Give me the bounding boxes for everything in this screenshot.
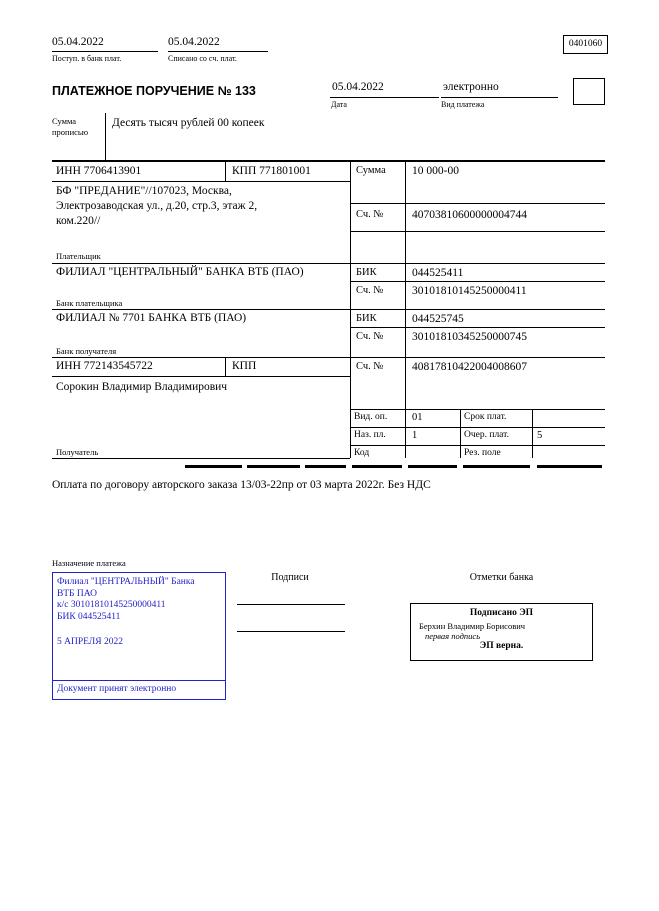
payer-account-value: 40703810600000004744 [412,209,527,221]
divider [52,357,605,358]
divider [52,309,605,310]
signature-strip [247,465,300,468]
ep-verified: ЭП верна. [479,641,524,651]
document-title: ПЛАТЕЖНОЕ ПОРУЧЕНИЕ № 133 [52,84,256,98]
bank-stamp-footer: Документ принят электронно [53,680,225,700]
amount-label: Сумма [356,165,386,176]
divider [350,409,605,410]
payee-account-label: Сч. № [356,361,384,372]
vid-op-value: 01 [412,412,423,423]
bank-stamp-date: 5 АПРЕЛЯ 2022 [57,637,123,647]
divider [52,181,350,182]
form-code-box: 0401060 [563,35,608,54]
naz-pl-value: 1 [412,430,418,441]
rez-pole-label: Рез. поле [464,448,501,458]
divider [350,203,605,204]
payer-bank-section-label: Банк плательщика [56,298,123,308]
amount-in-words-label: Сумма прописью [52,116,89,137]
divider [52,376,350,377]
divider [350,231,605,232]
payer-bank-name: ФИЛИАЛ "ЦЕНТРАЛЬНЫЙ" БАНКА ВТБ (ПАО) [56,266,304,278]
ep-signer-role: первая подпись [425,631,481,641]
divider [105,113,106,160]
payee-name: Сорокин Владимир Владимирович [56,381,228,393]
signature-strip [305,465,346,468]
srok-plat-label: Срок плат. [464,412,507,422]
vid-op-label: Вид. оп. [354,412,388,422]
ocher-plat-label: Очер. плат. [464,430,509,440]
payer-section-label: Плательщик [56,251,101,261]
amount-value: 10 000-00 [412,165,459,177]
document-date-field: 05.04.2022 [330,81,439,98]
payer-kpp: КПП 771801001 [232,165,311,177]
received-date-field: 05.04.2022 [52,36,158,52]
payee-section-label: Получатель [56,447,99,457]
signature-strip [408,465,457,468]
received-date-label: Поступ. в банк плат. [52,54,122,63]
payee-bank-bik-value: 044525745 [412,313,464,325]
signature-strip [352,465,402,468]
bank-stamp-line1: Филиал "ЦЕНТРАЛЬНЫЙ" Банка [57,577,195,587]
divider [350,281,605,282]
signatures-header: Подписи [271,572,309,583]
ep-title: Подписано ЭП [469,608,534,618]
divider [350,445,605,446]
signature-strip [463,465,530,468]
ep-signer-name: Берхин Владимир Борисович [419,621,526,631]
payee-bank-section-label: Банк получателя [56,346,117,356]
signature-line [237,604,345,605]
payment-type-label: Вид платежа [441,100,485,109]
signature-strip [537,465,602,468]
electronic-signature-box [410,603,593,661]
debited-date-label: Списано со сч. плат. [168,54,237,63]
bank-stamp-corr-account: к/с 30101810145250000411 [57,600,166,610]
bank-stamp-line2: ВТБ ПАО [57,588,97,599]
payment-type-field: электронно [441,81,558,98]
divider [52,263,605,264]
divider [225,162,226,181]
bank-stamp [52,572,226,700]
payer-bank-account-label: Сч. № [356,285,384,296]
bank-marks-header: Отметки банка [469,572,534,583]
payee-bank-account-label: Сч. № [356,331,384,342]
divider [405,160,406,458]
kod-label: Код [354,448,370,458]
table-border [52,160,605,162]
payee-bank-name: ФИЛИАЛ № 7701 БАНКА ВТБ (ПАО) [56,312,247,324]
payee-bank-bik-label: БИК [356,313,377,324]
divider [225,357,226,376]
amount-in-words-value: Десять тысяч рублей 00 копеек [112,117,265,129]
payee-bank-account-value: 30101810345250000745 [412,331,527,343]
divider [350,160,351,458]
divider [350,427,605,428]
ocher-plat-value: 5 [537,430,543,441]
signature-strip [185,465,242,468]
payer-inn: ИНН 7706413901 [56,165,142,177]
signature-line [237,631,345,632]
payer-name: БФ "ПРЕДАНИЕ"//107023, Москва, Электрозаводская ул., д.20, стр.3, этаж 2, ком.220// [56,185,258,227]
divider [532,409,533,458]
divider [350,327,605,328]
naz-pl-label: Наз. пл. [354,430,386,440]
payment-purpose-label: Назначение платежа [52,558,126,568]
payee-account-value: 40817810422004008607 [412,361,527,373]
payer-bank-bik-label: БИК [356,267,377,278]
payer-bank-account-value: 30101810145250000411 [412,285,527,297]
payment-purpose-text: Оплата по договору авторского заказа 13/03-22пр от 03 марта 2022г. Без НДС [52,479,431,491]
status-box [573,78,605,105]
divider [460,409,461,458]
debited-date-field: 05.04.2022 [168,36,268,52]
payee-kpp: КПП [232,360,257,372]
payer-bank-bik-value: 044525411 [412,267,464,279]
document-date-label: Дата [331,100,347,109]
payer-account-label: Сч. № [356,209,384,220]
payee-inn: ИНН 772143545722 [56,360,153,372]
bank-stamp-bik: БИК 044525411 [57,611,121,622]
divider [52,458,350,459]
